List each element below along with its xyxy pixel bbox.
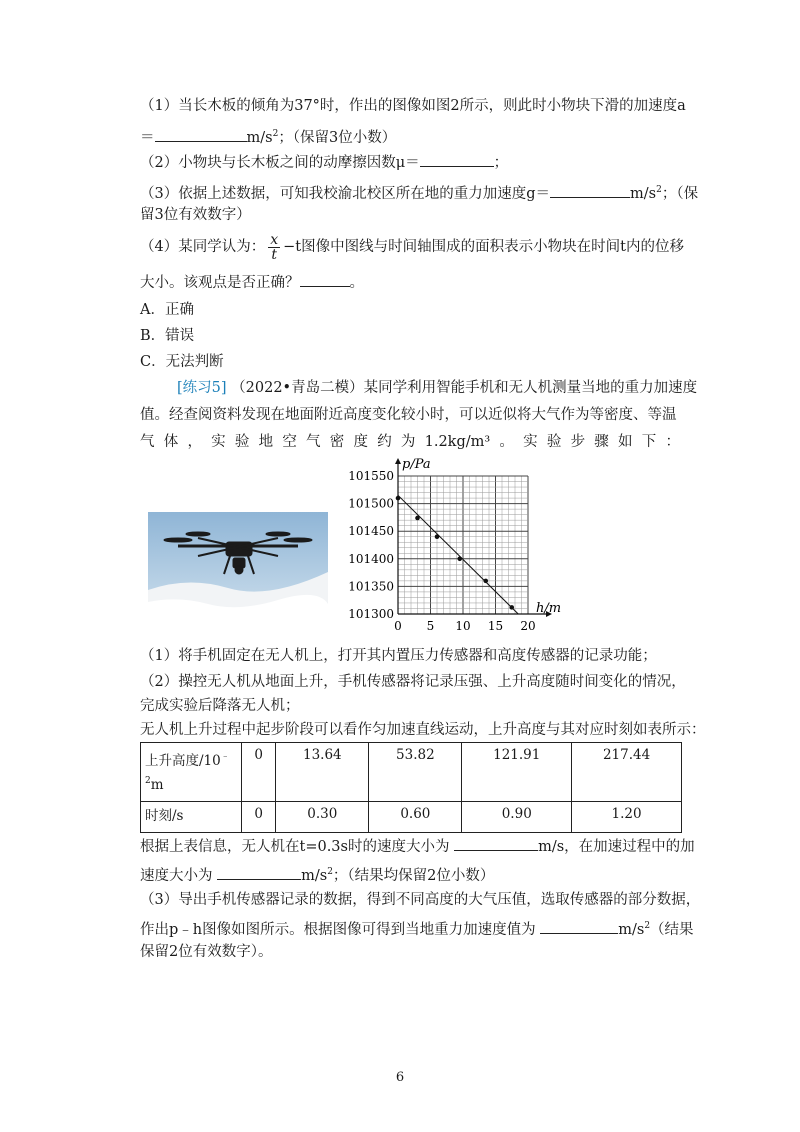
q1-line-6: （4）某同学认为： $\frac{x}{t}$ −t图像中图线与时间轴围成的面积表示小物块在时间t内的位移 [140,231,684,263]
spread-word: 1.2kg/m³ [424,434,491,450]
q1-line-4: （3）依据上述数据，可知我校渝北校区所在地的重力加速度$g= m/s^2$；（保 [140,185,699,202]
data-point [415,516,420,521]
exercise-tag: [练习5] [177,380,227,396]
data-point [457,557,462,562]
spread-word: 。 [499,434,514,450]
pressure-height-chart [330,452,570,642]
fit-line [398,495,518,614]
option-b[interactable]: B．错误 [140,328,195,344]
step-3c: 保留2位有效数字）。 [140,944,273,960]
table-header-height: 上升高度/10﹣ $^2$m [141,743,242,802]
q1-line-3: （2）小物块与长木板之间的动摩擦因数μ＝ ； [140,152,508,173]
table-cell: 53.82 [369,743,462,802]
spread-word: 验 [546,434,562,450]
chart-grid [398,476,528,614]
spread-word: 体 [163,434,179,450]
table-cell: 217.44 [572,743,682,802]
spread-word: 步 [570,434,586,450]
ex5-line-1: [练习5] （2022•青岛二模）某同学利用智能手机和无人机测量当地的重力加速度 [177,380,698,396]
y-tick-label: 101300 [348,607,394,621]
x-tick-label: 5 [426,619,435,633]
option-c[interactable]: C．无法判断 [140,354,224,370]
q1-line-7: 大小。该观点是否正确？ 。 [140,272,364,293]
x-axis-label: h/m [536,601,562,616]
chart-marks [396,495,519,614]
step-2a: （2）操控无人机从地面上升，手机传感器将记录压强、上升高度随时间变化的情况， [140,674,686,690]
option-a[interactable]: A．正确 [140,302,194,318]
y-tick-label: 101500 [348,496,394,511]
answer-blank-acceleration[interactable] [155,127,247,142]
step-3b: 作出p﹣h图像如图所示。根据图像可得到当地重力加速度值为 $m/s^2$（结果 [140,921,694,938]
spread-word: 度 [353,434,368,450]
q1-line-5: 留3位有效数字） [140,207,251,223]
table-cell: 0.30 [276,802,369,833]
spread-word: 实 [211,434,226,450]
table-cell: 0.60 [369,802,462,833]
drone-photo [148,512,328,612]
answer-blank-gravity[interactable] [550,183,630,198]
table-row [141,743,682,802]
height-time-table [140,742,682,833]
step-2b: 完成实验后降落无人机； [140,698,300,714]
ex5-line-2: 值。经查阅资料发现在地面附近高度变化较小时，可以近似将大气作为等密度、等温 [140,407,677,423]
answer-blank-drone-acceleration[interactable] [217,865,301,880]
data-point [396,496,401,501]
table-cell: 0.90 [462,802,572,833]
answer-blank-velocity[interactable] [454,836,538,851]
x-tick-label: 10 [455,619,471,633]
answer-blank-local-gravity[interactable] [540,919,618,934]
table-header-time: 时刻/s [141,802,242,833]
data-point [483,579,488,584]
table-cell: 0 [242,743,276,802]
step-2c: 无人机上升过程中起步阶段可以看作匀加速直线运动，上升高度与其对应时刻如表所示： [140,722,706,738]
y-axis-label: p/Pa [402,457,431,472]
spread-word: 约 [377,434,392,450]
step-3a: （3）导出手机传感器记录的数据，得到不同高度的大气压值，选取传感器的部分数据， [140,892,701,908]
y-axis-arrow [395,458,401,464]
spread-word: 为 [400,434,416,450]
answer-blank-opinion[interactable] [300,272,350,287]
spread-word: 下 [641,434,657,450]
spread-word: 地 [258,434,274,450]
y-tick-label: 101450 [348,524,394,539]
data-point [435,534,440,539]
after-table-1: 根据上表信息，无人机在t=0.3s时的速度大小为 m/s，在加速过程中的加 [140,836,695,857]
table-cell: 13.64 [276,743,369,802]
x-tick-label: 20 [520,619,536,633]
spread-word: ， [187,434,202,450]
spread-word: 骤 [594,434,609,450]
step-1: （1）将手机固定在无人机上，打开其内置压力传感器和高度传感器的记录功能； [140,648,657,664]
table-cell: 0 [242,802,276,833]
y-tick-label: 101350 [348,579,394,594]
page-number: 6 [395,1070,405,1085]
spread-word: ： [665,434,680,450]
q1-line-2: ＝ $m/s^2$；（保留3位小数） [140,129,397,146]
answer-blank-friction[interactable] [420,152,494,167]
x-tick-label: 15 [487,619,504,633]
y-tick-label: 101550 [348,469,394,483]
data-point [509,605,514,610]
x-tick-label: 0 [394,619,402,633]
spread-word: 气 [140,434,155,450]
table-cell: 121.91 [462,743,572,802]
spread-word: 空 [282,434,297,450]
ex5-line-3 [140,432,680,452]
y-tick-label: 101400 [348,551,394,566]
table-row [141,802,682,833]
x-over-t-fraction: $\frac{x}{t}$ [270,231,279,263]
spread-word: 如 [618,434,633,450]
spread-word: 实 [523,434,538,450]
table-cell: 1.20 [572,802,682,833]
spread-word: 验 [234,434,250,450]
spread-word: 气 [306,434,321,450]
q1-line-1: （1）当长木板的倾角为37°时，作出的图像如图2所示，则此时小物块下滑的加速度a [140,98,686,114]
after-table-2: 速度大小为 $m/s^2$；（结果均保留2位小数） [140,867,495,884]
spread-word: 密 [329,434,345,450]
